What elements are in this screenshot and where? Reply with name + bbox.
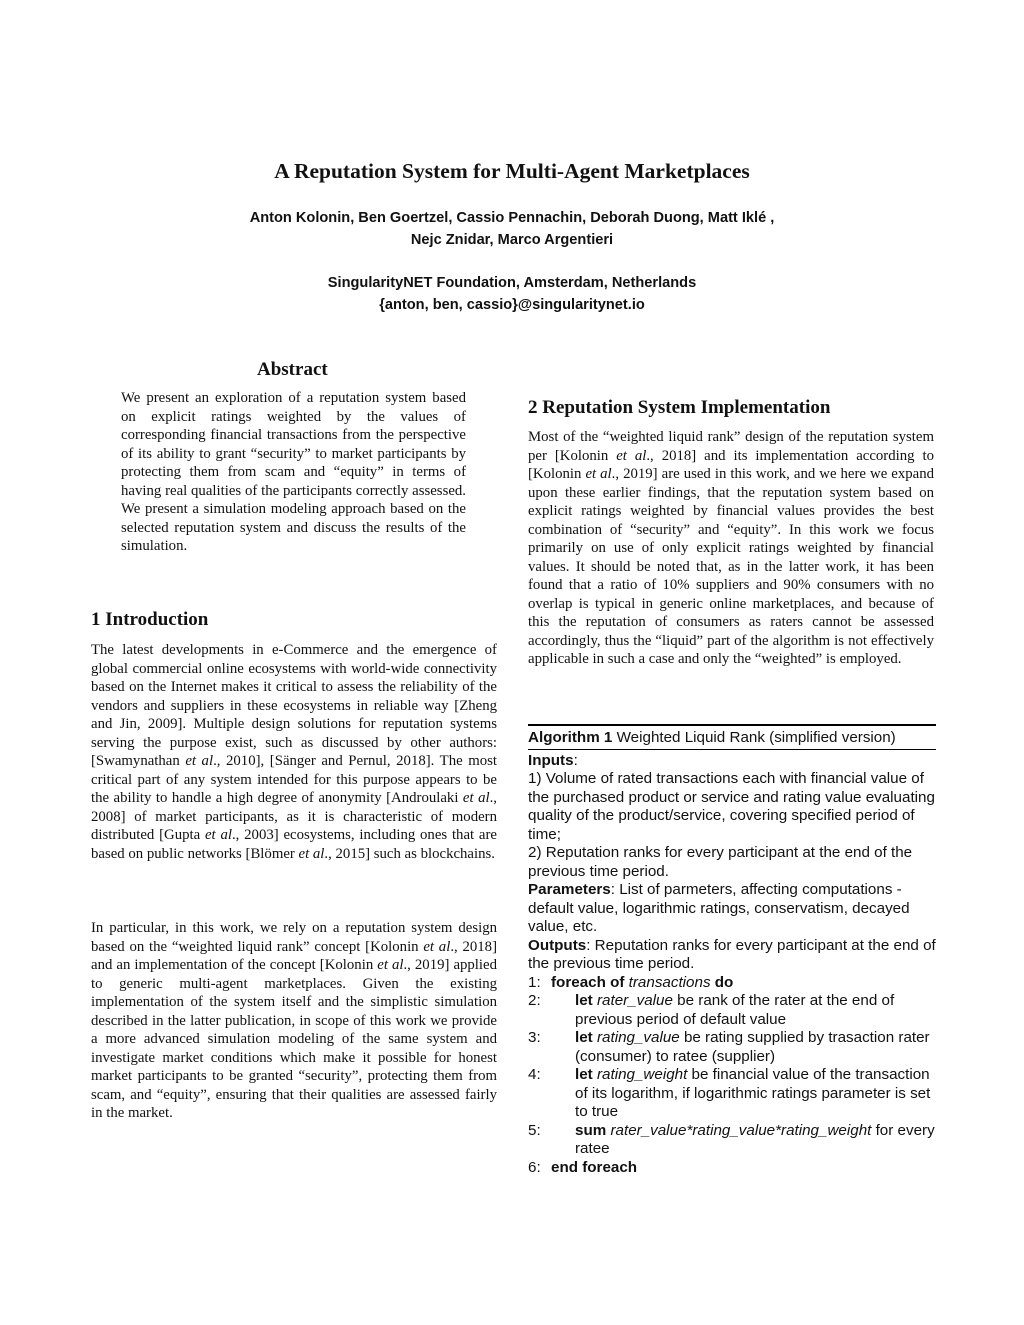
algorithm-line-2: 2: let rater_value be rank of the rater at the end of previous period of default value — [528, 992, 895, 1028]
algorithm-body — [528, 750, 936, 1178]
algorithm-line-4: 4: let rating_weight be financial value of the transaction of its logarithm, if logarithmic ratings parameter is set to true — [528, 1066, 931, 1120]
introduction-paragraph-1: The latest developments in e-Commerce and the emergence of global commercial online ecosystems with world-wide connectivity based on the Internet makes it critical to assess the reliability of the vendors and suppliers in these ecosystems in reliable way [Zheng and Jin, 2009]. Multiple design solutions for reputation systems serving the purpose exist, such as discussed by other authors: [Swamynathan et al., 2010], [Sänger and Pernul, 2018]. The most critical part of any system intended for this purpose appears to be the ability to handle a high degree of anonymity [Androulaki et al., 2008] of market participants, as it is characteristic of modern distributed [Gupta et al., 2003] ecosystems, including ones that are based on public networks [Blömer et al., 2015] such as blockchains. — [91, 642, 497, 862]
algorithm-box — [528, 724, 936, 1177]
section-2-heading: 2 Reputation System Implementation — [528, 397, 831, 418]
affiliation: SingularityNET Foundation, Amsterdam, Netherlands — [327, 275, 697, 291]
algorithm-caption: Algorithm 1 Weighted Liquid Rank (simplified version) — [528, 729, 896, 746]
abstract-heading: Abstract — [257, 359, 328, 380]
algorithm-line-3: 3: let rating_value be rating supplied by trasaction rater (consumer) to ratee (supplier) — [528, 1029, 930, 1065]
algorithm-outputs: Outputs: Reputation ranks for every participant at the end of the previous time period. — [528, 936, 936, 972]
introduction-paragraph-2: In particular, in this work, we rely on a reputation system design based on the “weighted liquid rank” concept [Kolonin et al., 2018] and an implementation of the concept [Kolonin et al., 2019] applied to generic multi-agent marketplaces. Given the existing implementation of the system itself and the simplistic simulation described in the latter publication, in scope of this work we provide a more advanced simulation modeling of the same system and investigate market conditions which make it possible for honest market participants to be granted “security”, protecting them from scam, and “equity”, ensuring that their qualities are assessed fairly in the market. — [91, 920, 498, 1121]
algorithm-parameters: Parameters: List of parmeters, affecting computations - default value, logarithmic ratings, conservatism, decayed value, etc. — [528, 881, 910, 935]
algorithm-line-5: 5: sum rater_value*rating_value*rating_weight for every ratee — [528, 1121, 935, 1157]
algorithm-input-2: 2) Reputation ranks for every participant at the end of the previous time period. — [528, 844, 913, 880]
algorithm-line-1: 1: foreach of transactions do — [528, 973, 734, 991]
algorithm-line-6: 6: end foreach — [528, 1158, 638, 1176]
paper-title: A Reputation System for Multi-Agent Marketplaces — [274, 159, 750, 183]
authors-line-2: Nejc Znidar, Marco Argentieri — [410, 232, 614, 248]
authors-line-1: Anton Kolonin, Ben Goertzel, Cassio Pennachin, Deborah Duong, Matt Iklé , — [249, 210, 775, 226]
section-2-paragraph: Most of the “weighted liquid rank” design of the reputation system per [Kolonin et al., 2018] and its implementation according to [Kolonin et al., 2019] are used in this work, and we here we expand upon these earlier findings, that the reputation system based on explicit ratings weighted by financial values provides the best combination of “security” and “equity”. In this work we focus primarily on use of only explicit ratings weighted by financial values. It should be noted that, as in the latter work, it has been found that a ratio of 10% suppliers and 90% consumers with no overlap is typical in generic online marketplaces, and because of this the reputation of consumers as raters cannot be assessed accordingly, thus the “liquid” part of the algorithm is not effectively applicable in such a case and only the “weighted” is employed. — [528, 429, 935, 667]
abstract-text: We present an exploration of a reputation system based on explicit ratings weighted by the values of corresponding financial transactions from the perspective of its ability to grant “security” to market participants by protecting them from scam and “equity” in terms of having real qualities of the participants correctly assessed. We present a simulation modeling approach based on the selected reputation system and discuss the results of the simulation. — [121, 390, 466, 554]
algorithm-inputs-label: Inputs: — [528, 751, 578, 769]
algorithm-input-1: 1) Volume of rated transactions each with financial value of the purchased product or service and rating value evaluating quality of the product/service, covering specified period of time; — [528, 770, 935, 843]
introduction-heading: 1 Introduction — [91, 609, 209, 630]
author-emails: {anton, ben, cassio}@singularitynet.io — [379, 297, 645, 313]
